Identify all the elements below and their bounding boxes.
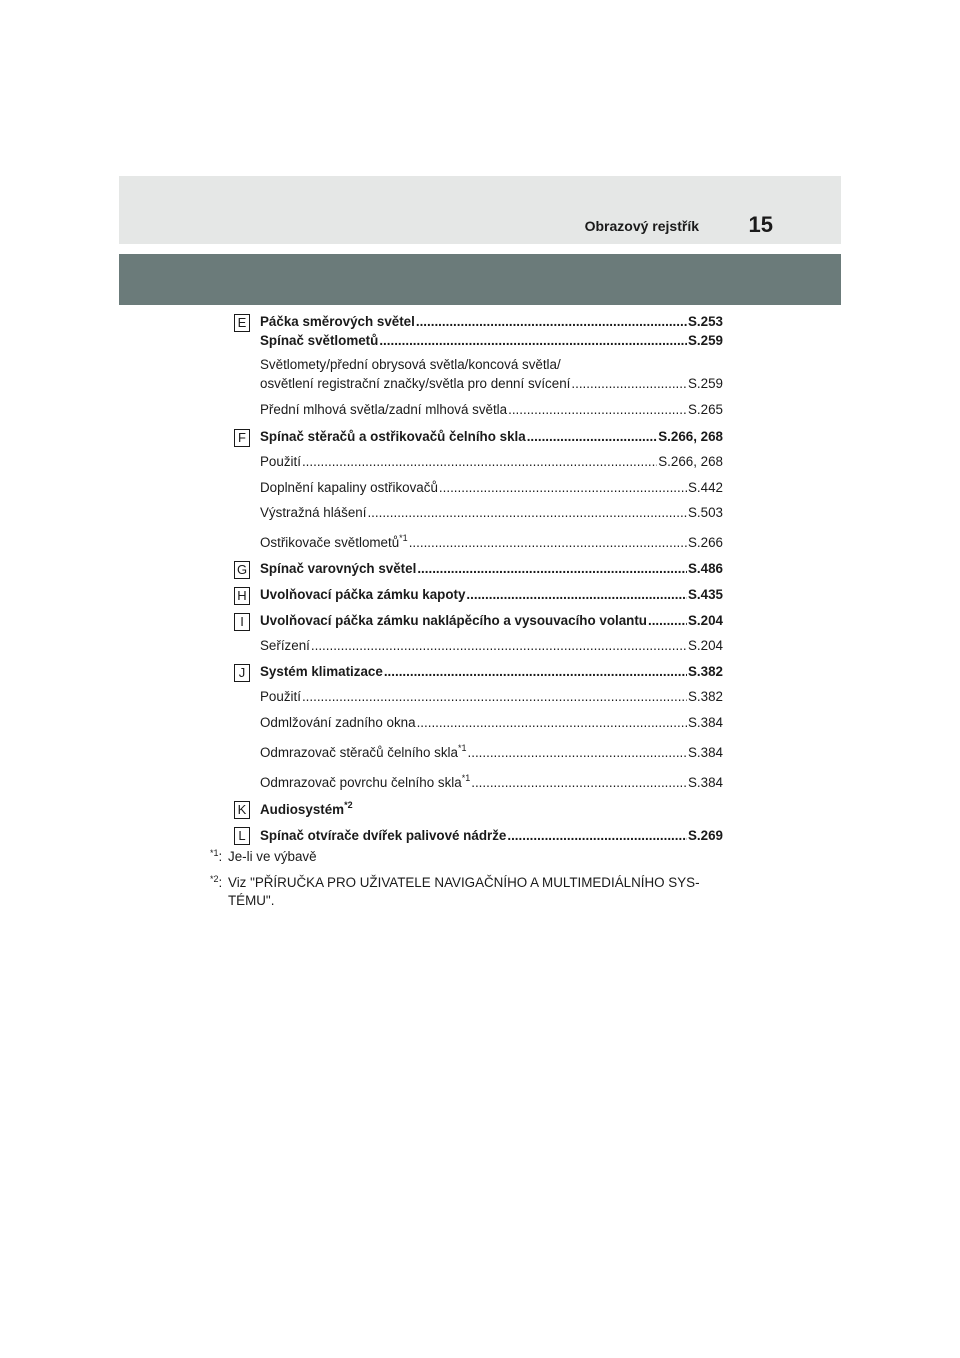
index-entry bbox=[260, 828, 723, 844]
index-entry bbox=[260, 561, 723, 577]
page-number: 15 bbox=[748, 212, 773, 237]
entry-label: Světlomety/přední obrysová světla/koncová světla/ bbox=[260, 357, 561, 372]
entry-label: Ostřikovače světlometů bbox=[260, 535, 400, 550]
entry-page: S.204 bbox=[688, 613, 723, 628]
page-header bbox=[119, 176, 841, 244]
index-letter-j: J bbox=[234, 664, 250, 682]
entry-label: osvětlení registrační značky/světla pro denní svícení bbox=[260, 376, 571, 391]
footnote: $^{*1}$: Je-li ve výbavě bbox=[210, 848, 317, 864]
entry-label: Výstražná hlášení bbox=[260, 505, 367, 520]
index-entry bbox=[260, 480, 723, 496]
entry-page: S.266 bbox=[688, 535, 723, 550]
index-entry bbox=[260, 402, 723, 418]
entry-label: Páčka směrových světel bbox=[260, 314, 415, 329]
index-letter-i: I bbox=[234, 613, 250, 631]
entry-label: Odmrazovač povrchu čelního skla bbox=[260, 775, 462, 790]
index-entry bbox=[260, 314, 723, 330]
footnote-text: Je-li ve výbavě bbox=[228, 849, 317, 864]
entry-page: S.384 bbox=[688, 715, 723, 730]
footnote-mark: *2 bbox=[210, 874, 219, 884]
index-entry bbox=[260, 802, 723, 818]
index-entry bbox=[260, 715, 723, 731]
entry-page: S.435 bbox=[688, 587, 723, 602]
index-letter-h: H bbox=[234, 587, 250, 605]
entry-page: S.266, 268 bbox=[658, 454, 723, 469]
entry-label: Použití bbox=[260, 689, 301, 704]
index-entry bbox=[260, 357, 723, 373]
entry-page: S.503 bbox=[688, 505, 723, 520]
footnote-ref: *1 bbox=[399, 533, 408, 543]
entry-label: Audiosystém bbox=[260, 802, 345, 817]
entry-page: S.486 bbox=[688, 561, 723, 576]
entry-page: S.253 bbox=[688, 314, 723, 329]
footnote-text-continued: TÉMU". bbox=[228, 893, 275, 908]
index-entry bbox=[260, 613, 723, 629]
index-letter-e: E bbox=[234, 314, 250, 332]
index-entry bbox=[260, 429, 723, 445]
entry-label: Odmlžování zadního okna bbox=[260, 715, 416, 730]
index-entry bbox=[260, 638, 723, 654]
index-letter-k: K bbox=[234, 801, 250, 819]
footnote-mark: *1 bbox=[210, 848, 219, 858]
footnote-ref: *1 bbox=[457, 743, 467, 753]
entry-label: Přední mlhová světla/zadní mlhová světla bbox=[260, 402, 508, 417]
entry-page: S.259 bbox=[688, 333, 723, 348]
index-entry bbox=[260, 664, 723, 680]
footnote-ref: *1 bbox=[461, 773, 471, 783]
entry-page: S.204 bbox=[688, 638, 723, 653]
index-entry bbox=[260, 587, 723, 603]
entry-page: S.259 bbox=[688, 376, 723, 391]
footnote-text: Viz "PŘÍRUČKA PRO UŽIVATELE NAVIGAČNÍHO A MULTIMEDIÁLNÍHO SYS- bbox=[228, 875, 700, 890]
index-entry bbox=[260, 745, 723, 761]
entry-label: Odmrazovač stěračů čelního skla bbox=[260, 745, 458, 760]
index-entry bbox=[260, 535, 723, 551]
entry-page: S.384 bbox=[688, 775, 723, 790]
entry-label: Spínač otvírače dvířek palivové nádrže bbox=[260, 828, 507, 843]
entry-label: Uvolňovací páčka zámku naklápěcího a vysouvacího volantu bbox=[260, 613, 647, 628]
entry-label: Systém klimatizace bbox=[260, 664, 383, 679]
entry-label: Uvolňovací páčka zámku kapoty bbox=[260, 587, 466, 602]
section-title: Obrazový rejstřík bbox=[584, 218, 699, 234]
index-letter-l: L bbox=[234, 827, 250, 845]
footnote-ref: *2 bbox=[344, 800, 353, 810]
footnote: $^{*2}$: Viz "PŘÍRUČKA PRO UŽIVATELE NAVIGAČNÍHO A MULTIMEDIÁLNÍHO SYS- TÉMU". bbox=[210, 874, 750, 910]
entry-label: Spínač světlometů bbox=[260, 333, 379, 348]
entry-page: S.442 bbox=[688, 480, 723, 495]
index-entry bbox=[260, 775, 723, 791]
index-entry bbox=[260, 689, 723, 705]
entry-label: Spínač stěračů a ostřikovačů čelního skla bbox=[260, 429, 526, 444]
entry-page: S.265 bbox=[688, 402, 723, 417]
entry-label: Spínač varovných světel bbox=[260, 561, 417, 576]
entry-page: S.382 bbox=[688, 689, 723, 704]
entry-label: Doplnění kapaliny ostřikovačů bbox=[260, 480, 438, 495]
entry-label: Seřízení bbox=[260, 638, 310, 653]
index-letter-g: G bbox=[234, 561, 250, 579]
index-entry bbox=[260, 505, 723, 521]
entry-page: S.269 bbox=[688, 828, 723, 843]
index-entry bbox=[260, 376, 723, 392]
index-entry bbox=[260, 333, 723, 349]
entry-page: S.384 bbox=[688, 745, 723, 760]
index-letter-f: F bbox=[234, 429, 250, 447]
index-entry bbox=[260, 454, 723, 470]
entry-page: S.266, 268 bbox=[658, 429, 723, 444]
entry-page: S.382 bbox=[688, 664, 723, 679]
entry-label: Použití bbox=[260, 454, 301, 469]
header-bar bbox=[119, 254, 841, 305]
